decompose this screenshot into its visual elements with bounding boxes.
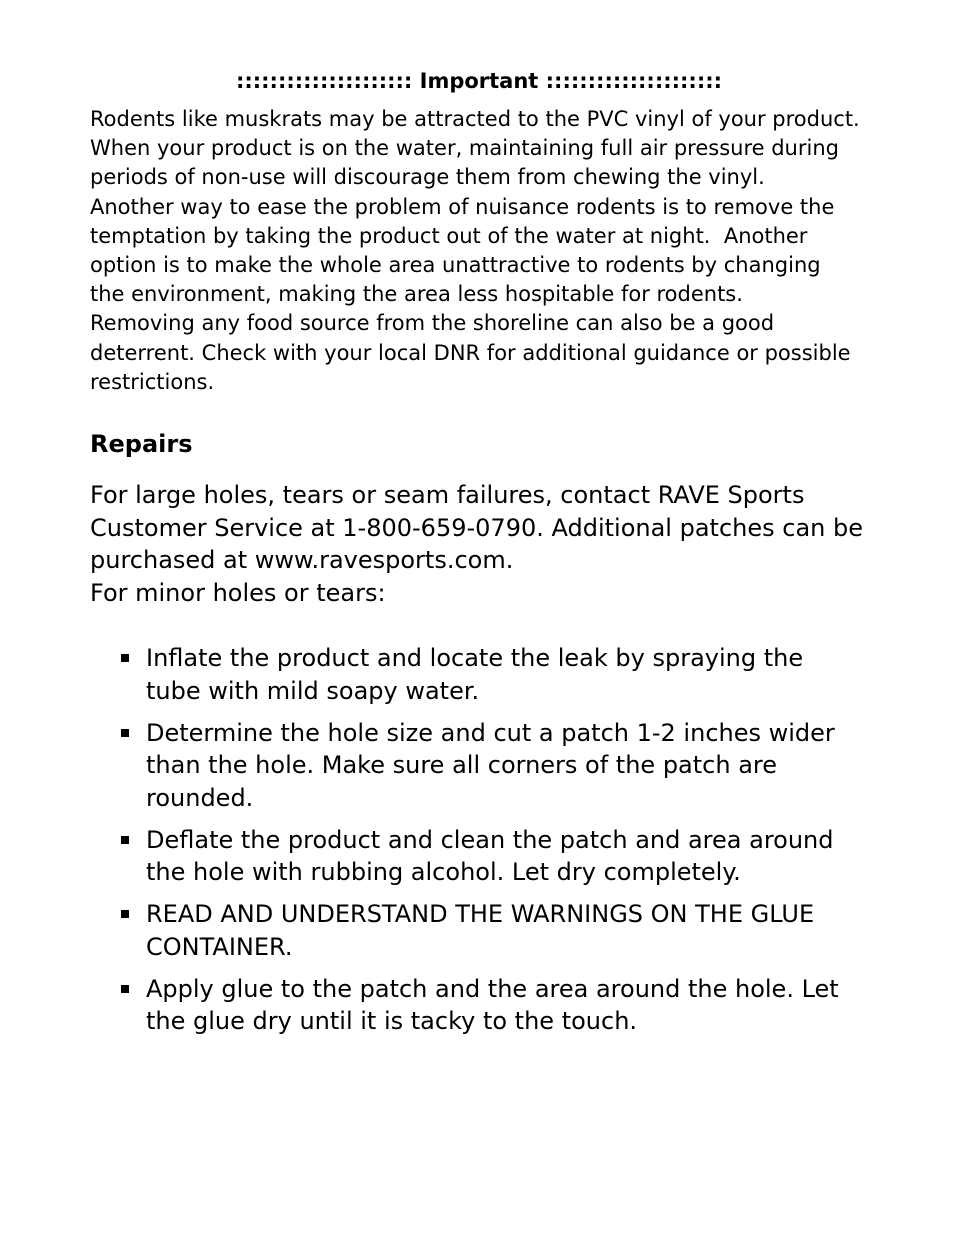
square-bullet-icon xyxy=(121,836,129,844)
repair-step-warnings xyxy=(90,898,910,963)
repair-step-apply-glue xyxy=(90,973,910,1038)
notice-line: option is to make the whole area unattractive to rodents by changing xyxy=(90,253,821,278)
notice-line: Another way to ease the problem of nuisance rodents is to remove the xyxy=(90,194,835,219)
repair-step-inflate xyxy=(90,642,910,707)
repair-step-line: READ AND UNDERSTAND THE WARNINGS ON THE GLUE xyxy=(146,900,815,928)
notice-line: the environment, making the area less hospitable for rodents. xyxy=(90,282,743,307)
repair-step-line: Apply glue to the patch and the area around the hole. Let xyxy=(146,974,839,1003)
square-bullet-icon xyxy=(121,910,129,918)
important-heading: ::::::::::::::::::::: Important ::::::::::::::::::::: xyxy=(235,69,723,93)
repair-step-clean xyxy=(90,824,910,889)
notice-line: Rodents like muskrats may be attracted to the PVC vinyl of your product. xyxy=(90,107,860,131)
square-bullet-icon xyxy=(121,654,129,662)
repair-step-line: rounded. xyxy=(146,783,254,812)
repairs-heading: Repairs xyxy=(90,430,193,458)
notice-line: Removing any food source from the shoreline can also be a good xyxy=(90,311,775,336)
repair-step-cut-patch xyxy=(90,717,910,815)
repair-step-line: tube with mild soapy water. xyxy=(146,676,480,705)
repairs-intro-line: For large holes, tears or seam failures, contact RAVE Sports xyxy=(90,481,805,509)
repair-step-line: the hole with rubbing alcohol. Let dry completely. xyxy=(146,858,741,886)
repair-step-line: than the hole. Make sure all corners of the patch are xyxy=(146,751,778,779)
repair-step-line: CONTAINER. xyxy=(146,932,293,961)
repair-step-line: Inflate the product and locate the leak by spraying the xyxy=(146,644,804,672)
square-bullet-icon xyxy=(121,729,129,737)
repair-step-line: the glue dry until it is tacky to the touch. xyxy=(146,1007,638,1035)
notice-line: temptation by taking the product out of the water at night. Another xyxy=(90,223,808,248)
notice-line: When your product is on the water, maintaining full air pressure during xyxy=(90,136,839,161)
repair-step-line: Deflate the product and clean the patch and area around xyxy=(146,825,834,854)
square-bullet-icon xyxy=(121,985,129,993)
repairs-intro-line: Customer Service at 1-800-659-0790. Additional patches can be xyxy=(90,513,863,542)
notice-line: restrictions. xyxy=(90,369,215,394)
repair-steps-list xyxy=(90,642,910,1047)
repairs-intro-line: purchased at www.ravesports.com. xyxy=(90,546,514,574)
repairs-intro xyxy=(90,479,930,609)
rodent-notice xyxy=(90,105,920,397)
repairs-intro-line: For minor holes or tears: xyxy=(90,578,386,607)
notice-line: periods of non-use will discourage them from chewing the vinyl. xyxy=(90,165,765,190)
repair-step-line: Determine the hole size and cut a patch 1-2 inches wider xyxy=(146,718,835,747)
notice-line: deterrent. Check with your local DNR for additional guidance or possible xyxy=(90,340,851,365)
